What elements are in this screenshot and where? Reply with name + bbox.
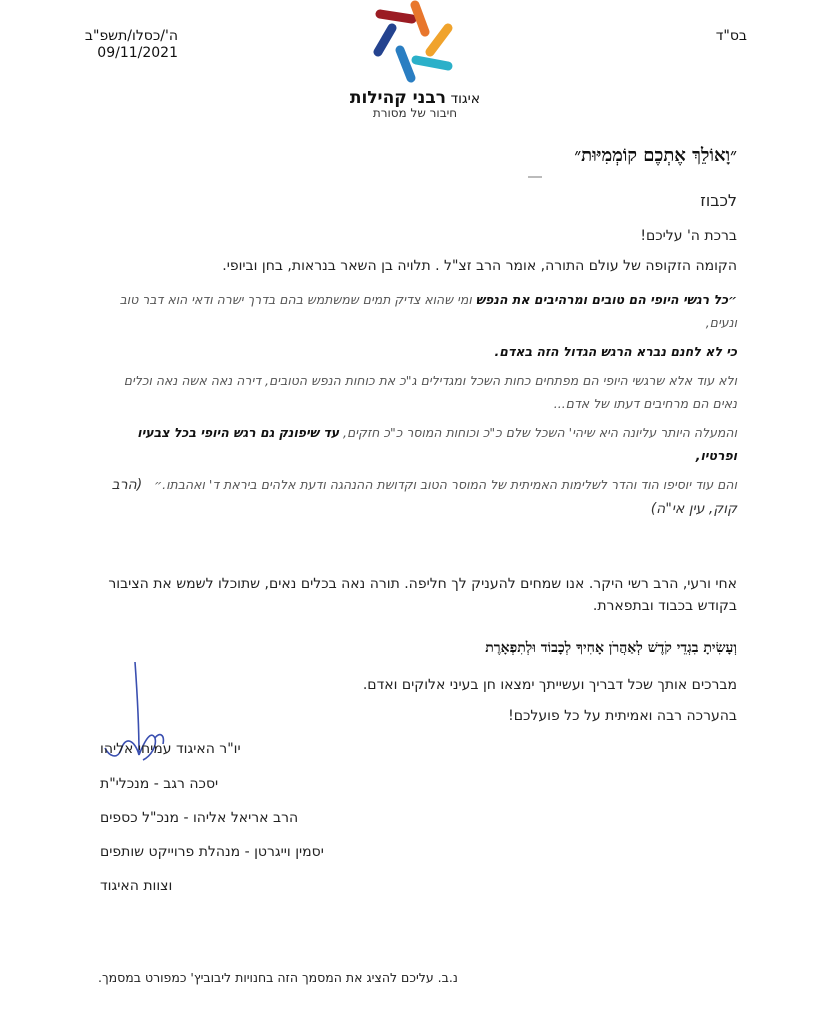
- quote-4-rest: והמעלה היותר עליונה היא שיהי' השכל שלם כ"כ וכוחות המוסר כ"כ חזקים,: [339, 425, 737, 440]
- signer-ceo: יסכה רגב - מנכלי"ת: [100, 776, 219, 792]
- hebrew-date: ה'/כסלו/תשפ"ב: [84, 28, 178, 44]
- quote-paragraph-3: ולא עוד אלא שרגשי היופי הם מפתחים כחות השכל ומגדילים ג"כ את כוחות הנפש הטובים, דירה נאה אשה נאה וכלים נאים הם מרחיבים דעתו של אדם...: [123, 373, 737, 411]
- appreciation: בהערכה רבה ואמיתית על כל פועלכם!: [508, 708, 737, 724]
- logo-org-name: רבני קהילות: [349, 88, 446, 108]
- quote-source: (הרב קוק, עין אי"ה): [111, 477, 737, 517]
- logo-prefix: איגוד: [450, 91, 481, 107]
- body-paragraph: אחי ורעי, הרב רשי היקר. אנו שמחים להעניק לך חליפה. תורה נאה בכלים נאים, שתוכלו לשמש את הציבור בקודש בכבוד ובתפארת.: [108, 576, 737, 614]
- greeting: ברכת ה' עליכם!: [640, 228, 737, 244]
- quote-paragraph-5: [97, 473, 737, 521]
- footer-note: נ.ב. עליכם להציג את המסמך הזה בחנויות ליבוביץ' כמפורט במסמך.: [98, 970, 458, 985]
- letter-title: ״וָאוֹלֵךְ אֶתְכֶם קוֹמְמִיּוּת״: [574, 145, 737, 166]
- signer-cfo: הרב אריאל אליהו - מנכ"ל כספים: [100, 810, 299, 826]
- signer-project-manager: יסמין וייגרטן - מנהלת פרוייקט שותפים: [100, 844, 324, 860]
- quote-paragraph-2: כי לא לחנם נברא הרגש הגדול הזה באדם.: [494, 344, 737, 359]
- signer-team: וצוות האיגוד: [100, 878, 173, 894]
- verse: וְעָשִׂיתָ בִגְדֵי קֹדֶשׁ לְאַהֲרֹן אָחִיךָ לְכָבוֹד וּלְתִפְאָרֶת: [485, 640, 737, 656]
- star-logo-icon: [368, 0, 458, 86]
- quote-1-rest: ומי שהוא צדיק תמים שמשתמש בהם בדרך ישרה ודאי הוא דבר טוב ונעים,: [119, 292, 737, 330]
- logo: [320, 0, 510, 122]
- intro-paragraph: הקומה הזקופה של עולם התורה, אומר הרב זצ"ל . תלויה בן השאר בנראות, בחן וביופי.: [222, 258, 737, 274]
- blessing: מברכים אותך שכל דבריך ועשייתך ימצאו חן בעיני אלוקים ואדם.: [362, 677, 737, 693]
- bsd-mark: בס"ד: [715, 28, 747, 44]
- quote-1-bold: ״כל רגשי היופי הם טובים ומרהיבים את הנפש: [475, 292, 737, 307]
- quote-5-text: והם עוד יוסיפו הוד והדר לשלימות האמיתית של המוסר הטוב וקדושת ההנהגה ודעת אלהים ביראת ד' ואהבתו.״: [154, 477, 737, 492]
- signer-chairman: יו"ר האיגוד עמיחי אליהו: [100, 741, 241, 757]
- quote-paragraph-1: [97, 288, 737, 334]
- quote-4-bold: עד שיפונק גם רגש היופי בכל צבעיו ופרטיו,: [137, 425, 737, 463]
- gregorian-date: 09/11/2021: [97, 45, 178, 61]
- logo-tagline: חיבור של מסורת: [372, 106, 458, 120]
- title-divider: [528, 176, 542, 178]
- logo-title: [320, 88, 510, 108]
- quote-paragraph-4: [97, 421, 737, 467]
- date-block: [84, 28, 178, 62]
- salutation: לכבוז: [700, 191, 737, 210]
